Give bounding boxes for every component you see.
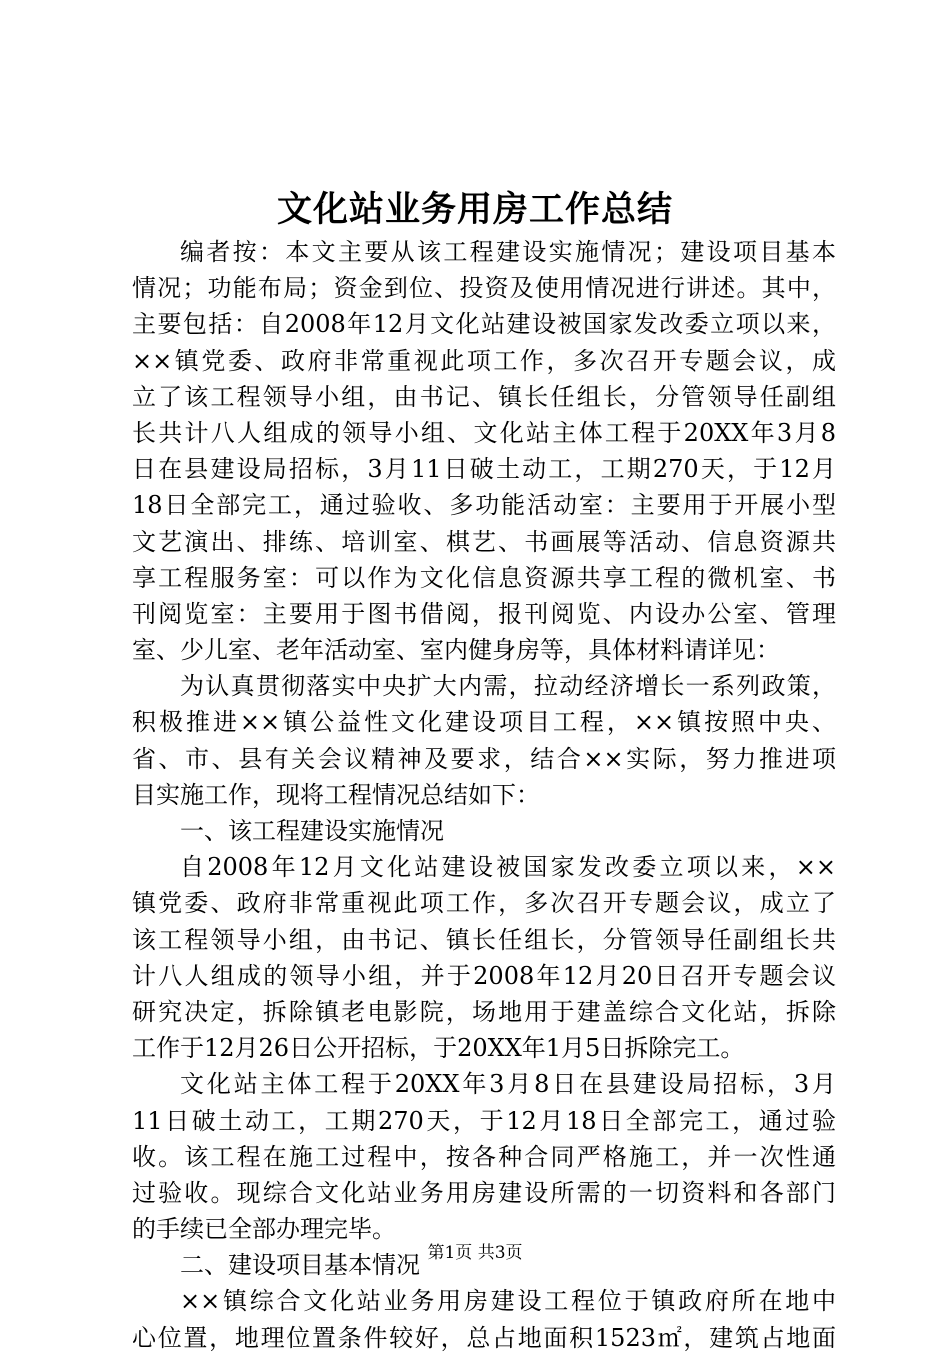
- text-line: 过验收。现综合文化站业务用房建设所需的一切资料和各部门: [132, 1178, 836, 1207]
- text-line: ××镇综合文化站业务用房建设工程位于镇政府所在地中: [180, 1287, 836, 1316]
- text-line: 刊阅览室：主要用于图书借阅，报刊阅览、内设办公室、管理: [132, 599, 836, 628]
- document-body: [132, 234, 836, 1356]
- text-line: 积极推进××镇公益性文化建设项目工程，××镇按照中央、: [132, 708, 836, 737]
- text-line: 立了该工程领导小组，由书记、镇长任组长，分管领导任副组: [132, 382, 836, 411]
- page-number: 第1页 共3页: [427, 1243, 523, 1263]
- text-line: 日在县建设局招标，3月11日破土动工，工期270天，于12月: [132, 455, 836, 484]
- text-line: 该工程领导小组，由书记、镇长任组长，分管领导任副组长共: [132, 925, 836, 954]
- text-line: 工作于12月26日公开招标，于20XX年1月5日拆除完工。: [132, 1034, 745, 1063]
- text-line: 编者按：本文主要从该工程建设实施情况；建设项目基本: [180, 238, 836, 266]
- text-line: 为认真贯彻落实中央扩大内需，拉动经济增长一系列政策，: [180, 672, 836, 701]
- text-line: 心位置，地理位置条件较好，总占地面积1523㎡，建筑占地面: [132, 1323, 836, 1352]
- text-line: 室、少儿室、老年活动室、室内健身房等，具体材料请详见：: [132, 636, 780, 665]
- text-line: 11日破土动工，工期270天，于12月18日全部完工，通过验: [132, 1106, 836, 1135]
- text-line: 享工程服务室：可以作为文化信息资源共享工程的微机室、书: [132, 563, 836, 592]
- text-line: 研究决定，拆除镇老电影院，场地用于建盖综合文化站，拆除: [132, 997, 836, 1026]
- text-line: ××镇党委、政府非常重视此项工作，多次召开专题会议，成: [132, 346, 836, 375]
- text-line: 的手续已全部办理完毕。: [132, 1215, 396, 1244]
- text-line: 省、市、县有关会议精神及要求，结合××实际，努力推进项: [132, 744, 836, 773]
- text-line: 收。该工程在施工过程中，按各种合同严格施工，并一次性通: [132, 1142, 836, 1171]
- section-heading: 一、该工程建设实施情况: [180, 817, 444, 845]
- text-line: 文艺演出、排练、培训室、棋艺、书画展等活动、信息资源共: [132, 527, 836, 556]
- text-line: 自2008年12月文化站建设被国家发改委立项以来，××: [180, 853, 836, 882]
- text-line: 情况；功能布局；资金到位、投资及使用情况进行讲述。其中，: [132, 274, 836, 303]
- document-title: 文化站业务用房工作总结: [276, 189, 673, 230]
- text-line: 文化站主体工程于20XX年3月8日在县建设局招标，3月: [180, 1070, 836, 1099]
- text-line: 目实施工作，现将工程情况总结如下：: [132, 780, 540, 809]
- text-line: 长共计八人组成的领导小组、文化站主体工程于20XX年3月8: [132, 418, 836, 447]
- text-line: 计八人组成的领导小组，并于2008年12月20日召开专题会议: [132, 961, 836, 990]
- text-line: 镇党委、政府非常重视此项工作，多次召开专题会议，成立了: [132, 889, 836, 918]
- section-heading: 二、建设项目基本情况: [180, 1251, 420, 1280]
- text-line: 18日全部完工，通过验收、多功能活动室：主要用于开展小型: [132, 491, 836, 520]
- text-line: 主要包括：自2008年12月文化站建设被国家发改委立项以来，: [132, 310, 836, 339]
